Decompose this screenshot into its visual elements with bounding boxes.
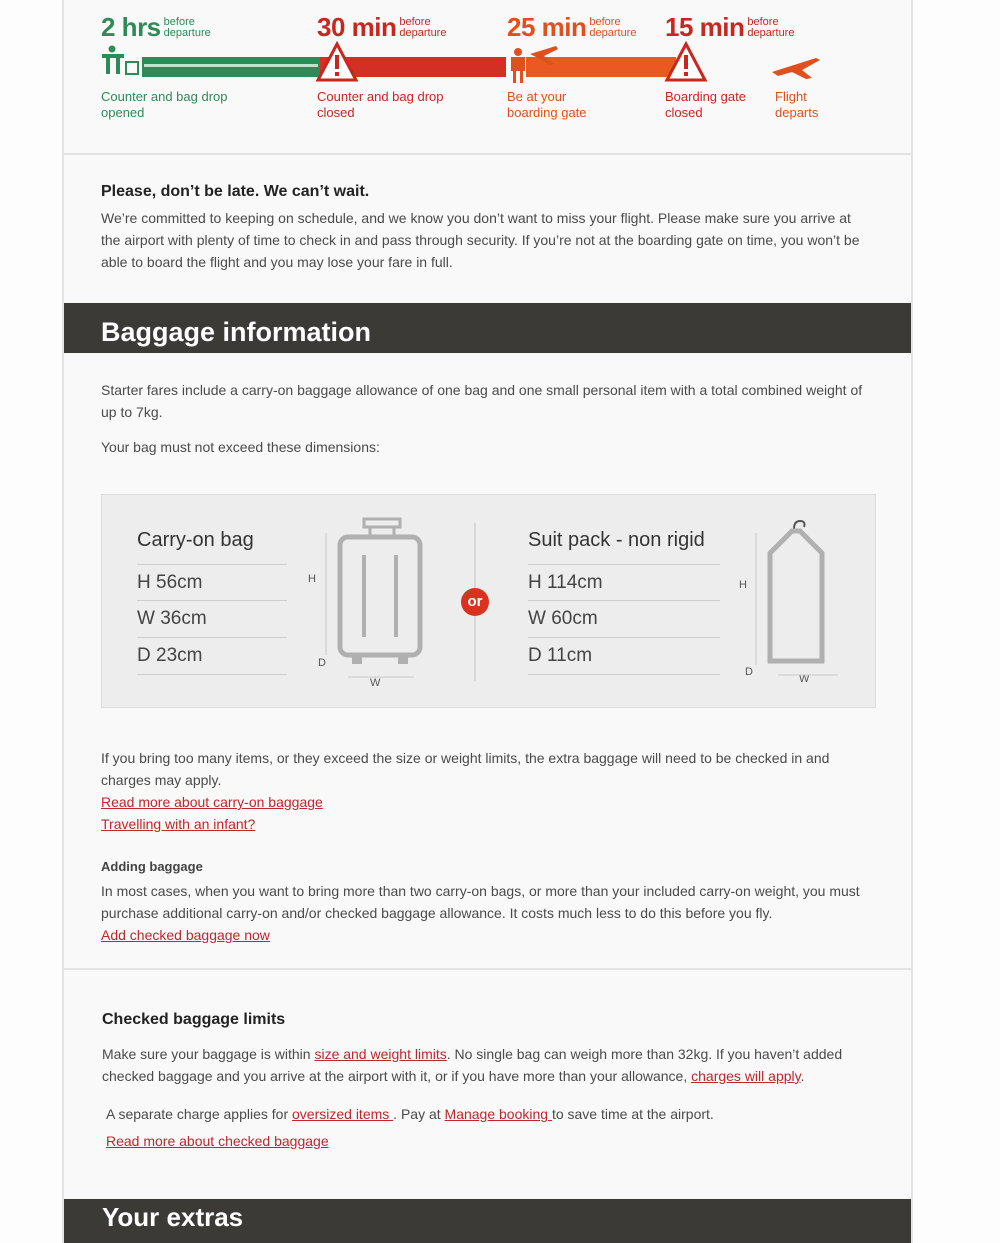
- carry-on-d-label: D: [318, 657, 326, 669]
- timeline-step-4-time: 15 min before departure: [665, 12, 795, 42]
- timeline-step-5-label: Flight departs: [775, 89, 819, 120]
- adding-baggage-title: Adding baggage: [101, 859, 203, 874]
- carry-on-link[interactable]: Read more about carry-on baggage: [101, 794, 323, 810]
- baggage-intro: Starter fares include a carry-on baggage allowance of one bag and one small personal item with a total combined weight of up to 7kg.: [101, 382, 863, 420]
- suit-pack-w-label: W: [799, 673, 810, 685]
- timeline-step-1-time: 2 hrs before departure: [101, 12, 211, 42]
- suit-pack-title: Suit pack - non rigid: [528, 529, 705, 551]
- add-checked-baggage-link[interactable]: Add checked baggage now: [101, 927, 270, 943]
- infant-link[interactable]: Travelling with an infant?: [101, 816, 256, 832]
- suit-pack-icon: [748, 515, 848, 685]
- checked-baggage-text: Make sure your baggage is within size and weight limits. No single bag can weigh more than 32kg. If you haven’t added checked baggage and you arrive at the airport with it, or if you have more than your allowance, charges will apply.: [102, 1046, 843, 1084]
- check-in-timeline: [64, 0, 911, 155]
- carry-on-width: W 36cm: [137, 601, 287, 638]
- extra-baggage-text: If you bring too many items, or they exceed the size or weight limits, the extra baggage will need to be checked in and charges may apply.: [101, 750, 830, 788]
- adding-baggage-body: In most cases, when you want to bring more than two carry-on bags, or more than your included carry-on weight, you must purchase additional carry-on and/or checked baggage allowance. It costs much less to do this before you fly.: [101, 883, 860, 921]
- counter-icon: [102, 46, 138, 75]
- suit-pack-depth: D 11cm: [528, 638, 720, 675]
- checked-baggage-link[interactable]: Read more about checked baggage: [106, 1133, 329, 1149]
- size-weight-limits-link[interactable]: size and weight limits: [314, 1046, 447, 1062]
- manage-booking-link[interactable]: Manage booking: [444, 1106, 552, 1122]
- timeline-step-2-label: Counter and bag drop closed: [317, 89, 444, 120]
- timeline-bar: [64, 40, 915, 88]
- suit-pack-d-label: D: [745, 666, 753, 678]
- or-badge: or: [461, 588, 489, 616]
- section-divider: [64, 968, 911, 970]
- timeline-step-4-label: Boarding gate closed: [665, 89, 746, 120]
- suit-pack-width: W 60cm: [528, 601, 720, 638]
- dimensions-intro: Your bag must not exceed these dimensions:: [101, 439, 380, 455]
- oversized-text: A separate charge applies for oversized items . Pay at Manage booking to save time at the airport.: [106, 1106, 714, 1122]
- suit-pack-h-label: H: [739, 579, 747, 591]
- charges-apply-link[interactable]: charges will apply: [691, 1068, 801, 1084]
- timeline-step-2-time: 30 min before departure: [317, 12, 447, 42]
- late-notice: [64, 183, 911, 273]
- timeline-step-3-time: 25 min before departure: [507, 12, 637, 42]
- checked-baggage-title: Checked baggage limits: [102, 1011, 286, 1028]
- itinerary-page: [62, 0, 913, 1243]
- baggage-intro-section: [64, 379, 911, 458]
- baggage-heading: Baggage information: [64, 303, 911, 353]
- oversized-items-link[interactable]: oversized items: [292, 1106, 394, 1122]
- carry-on-w-label: W: [370, 677, 381, 689]
- baggage-dimensions-panel: [101, 494, 876, 708]
- suitcase-icon: [318, 515, 428, 685]
- carry-on-h-label: H: [308, 573, 316, 585]
- carry-on-title: Carry-on bag: [137, 529, 254, 551]
- checked-baggage-section: [64, 1011, 911, 1152]
- late-notice-title: Please, don’t be late. We can’t wait.: [101, 183, 370, 200]
- timeline-step-1-label: Counter and bag drop opened: [101, 89, 228, 120]
- carry-on-depth: D 23cm: [137, 638, 287, 675]
- late-notice-body: We’re committed to keeping on schedule, and we know you don’t want to miss your flight. Please make sure you arrive at the airport with plenty of time to check in and pass through security. If you’re not at the boarding gate on time, you won’t be able to board the flight and you may lose your fare in full.: [101, 210, 860, 270]
- carry-on-height: H 56cm: [137, 564, 287, 601]
- suit-pack-height: H 114cm: [528, 564, 720, 601]
- extra-baggage-section: [64, 747, 911, 946]
- extras-heading: Your extras: [64, 1199, 911, 1243]
- plane-icon: [772, 58, 820, 79]
- timeline-step-3-label: Be at your boarding gate: [507, 89, 587, 120]
